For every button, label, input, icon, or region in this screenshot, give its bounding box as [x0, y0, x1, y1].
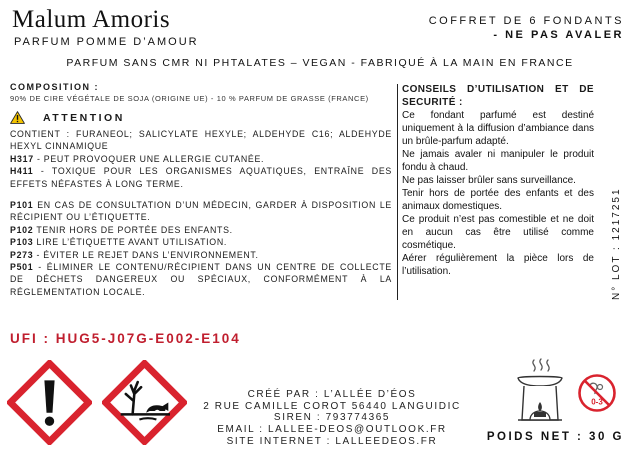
maker-address: 2 RUE CAMILLE COROT 56440 LANGUIDIC	[203, 400, 461, 412]
brand-subtitle: PARFUM POMME D’AMOUR	[14, 36, 199, 48]
precaution-p101: P101 EN CAS DE CONSULTATION D’UN MÉDECIN, GARDER À DISPOSITION LE RÉCIPIENT OU L’ÉTIQUETTE.	[10, 200, 392, 223]
maker-info	[196, 389, 468, 448]
tagline: PARFUM SANS CMR NI PHTALATES – VEGAN - FABRIQUÉ À LA MAIN EN FRANCE	[66, 57, 574, 69]
regulatory-section	[10, 82, 392, 298]
attention-heading	[10, 111, 392, 124]
net-weight: POIDS NET : 30 G	[486, 431, 624, 443]
ufi-code: UFI : HUG5-J07G-E002-E104	[10, 331, 241, 346]
maker-siren: SIREN : 793774365	[273, 412, 391, 424]
precaution-p103: P103 LIRE L’ÉTIQUETTE AVANT UTILISATION.	[10, 237, 228, 248]
safety-title: CONSEILS D’UTILISATION ET DE SECURITÉ :	[402, 84, 594, 108]
maker-email: EMAIL : LALLEE-DEOS@OUTLOOK.FR	[217, 424, 447, 436]
precaution-p273: P273 - ÉVITER LE REJET DANS L’ENVIRONNEMENT.	[10, 249, 259, 260]
warning-triangle-icon	[10, 111, 25, 124]
safety-paragraph: Aérer régulièrement la pièce lors de l’utilisation.	[402, 253, 594, 277]
attention-label: ATTENTION	[43, 111, 125, 124]
column-divider	[397, 84, 398, 300]
composition-title: COMPOSITION :	[10, 82, 99, 92]
precaution-p102: P102 TENIR HORS DE PORTÉE DES ENFANTS.	[10, 224, 233, 235]
precaution-p501: P501 - ÉLIMINER LE CONTENU/RÉCIPIENT DANS UN CENTRE DE COLLECTE DE DÉCHETS DANGEREUX OU SPÉCIAUX, CONFORMÉMENT À LA RÉGLEMENTATION LOCALE.	[10, 262, 392, 297]
ghs-exclamation-icon	[7, 360, 92, 445]
not-edible-icon	[577, 373, 617, 413]
ghs-environment-icon	[102, 360, 187, 445]
not-edible-age-label: 0-3	[591, 397, 603, 407]
wax-burner-icon	[512, 356, 568, 424]
do-not-swallow-warning: - NE PAS AVALER	[493, 29, 624, 41]
hazard-h317: H317 - PEUT PROVOQUER UNE ALLERGIE CUTANÉE.	[10, 153, 265, 164]
safety-paragraph: Ne jamais avaler ni manipuler le produit fondu à chaud.	[402, 149, 594, 173]
brand-name: Malum Amoris	[12, 6, 171, 33]
safety-paragraph: Ne pas laisser brûler sans surveillance.	[402, 175, 576, 186]
hazard-h411: H411 - TOXIQUE POUR LES ORGANISMES AQUATIQUES, ENTRAÎNE DES EFFETS NÉFASTES À LONG TERME.	[10, 166, 392, 189]
lot-number: N° LOT : 1217251	[611, 187, 622, 300]
composition-text: 90% DE CIRE VÉGÉTALE DE SOJA (ORIGINE UE) - 10 % PARFUM DE GRASSE (FRANCE)	[10, 94, 369, 103]
safety-section	[402, 84, 594, 278]
product-format: COFFRET DE 6 FONDANTS	[428, 15, 624, 27]
contains-list: CONTIENT : FURANEOL; SALICYLATE HEXYLE; ALDEHYDE C16; ALDEHYDE HEXYL CINNAMIQUE	[10, 129, 392, 152]
safety-paragraph: Tenir hors de portée des enfants et des animaux domestiques.	[402, 188, 594, 212]
maker-name: CRÉÉ PAR : L’ALLÉE D’ÉOS	[247, 389, 417, 400]
maker-website: SITE INTERNET : LALLEEDEOS.FR	[226, 435, 438, 447]
precaution-statements	[10, 199, 392, 298]
hazard-statements	[10, 153, 392, 190]
safety-paragraph: Ce produit n’est pas comestible et ne doit en aucun cas être utilisé comme cosmétique.	[402, 214, 594, 251]
safety-paragraph: Ce fondant parfumé est destiné uniquement à la diffusion d’ambiance dans un brûle-parfum adapté.	[402, 110, 594, 147]
